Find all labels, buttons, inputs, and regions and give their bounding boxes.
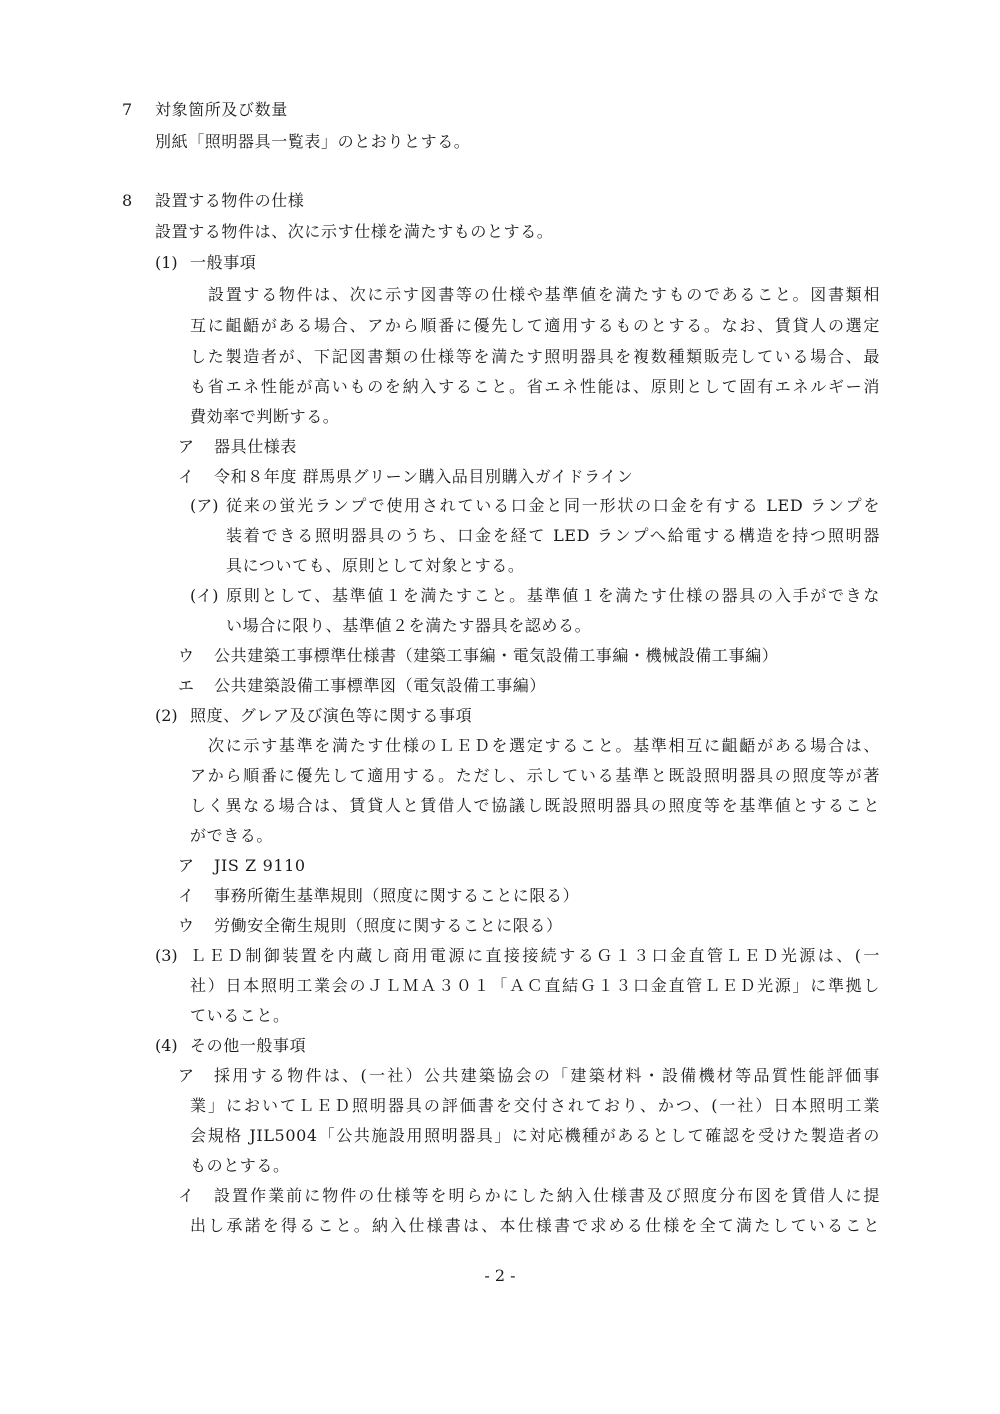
- item-2-a-marker: ア: [178, 856, 195, 875]
- item-1-e-marker: エ: [178, 676, 195, 695]
- item-1-i-sub-a-line-1: 従来の蛍光ランプで使用されている口金と同一形状の口金を有する LED ランプを: [226, 496, 880, 515]
- item-4-a-line-1: 採用する物件は、(一社）公共建築協会の「建築材料・設備機材等品質性能評価事: [214, 1066, 880, 1085]
- item-3-marker: (3): [155, 946, 178, 965]
- item-4-a-line-2: 業」においてＬＥＤ照明器具の評価書を交付されており、かつ、(一社）日本照明工業: [190, 1096, 880, 1115]
- item-1-a-marker: ア: [178, 437, 195, 456]
- page-number: - 2 -: [484, 1266, 516, 1285]
- section-8-intro: 設置する物件は、次に示す仕様を満たすものとする。: [155, 222, 554, 241]
- item-2-marker: (2): [155, 706, 178, 725]
- item-1-i-sub-a-marker: (ア): [190, 496, 219, 515]
- item-2-paragraph-line-4: ができる。: [190, 826, 274, 845]
- item-2-paragraph-line-3: しく異なる場合は、賃貸人と賃借人で協議し既設照明器具の照度等を基準値とすること: [190, 796, 880, 815]
- item-1-paragraph-line-3: した製造者が、下記図書類の仕様等を満たす照明器具を複数種類販売している場合、最: [190, 347, 880, 366]
- item-1-i-sub-i-line-1: 原則として、基準値１を満たすこと。基準値１を満たす仕様の器具の入手ができな: [226, 586, 880, 605]
- item-1-heading: 一般事項: [190, 253, 257, 272]
- section-8-heading: 設置する物件の仕様: [155, 191, 305, 210]
- item-4-a-line-3: 会規格 JIL5004「公共施設用照明器具」に対応機種があるとして確認を受けた製造者の: [190, 1126, 880, 1145]
- item-2-i-text: 事務所衛生基準規則（照度に関することに限る）: [214, 886, 580, 905]
- item-2-u-text: 労働安全衛生規則（照度に関することに限る）: [214, 916, 563, 935]
- item-1-a-text: 器具仕様表: [214, 437, 298, 456]
- item-1-marker: (1): [155, 253, 178, 272]
- item-1-i-sub-i-marker: (イ): [190, 586, 219, 605]
- item-2-u-marker: ウ: [178, 916, 195, 935]
- item-2-heading: 照度、グレア及び演色等に関する事項: [190, 706, 473, 725]
- item-1-i-text: 令和８年度 群馬県グリーン購入品目別購入ガイドライン: [214, 467, 634, 486]
- item-4-i-line-1: 設置作業前に物件の仕様等を明らかにした納入仕様書及び照度分布図を賃借人に提: [214, 1186, 880, 1205]
- item-4-heading: その他一般事項: [190, 1036, 307, 1055]
- item-4-i-line-2: 出し承諾を得ること。納入仕様書は、本仕様書で求める仕様を全て満たしていること: [190, 1216, 880, 1235]
- item-1-paragraph-line-1: 設置する物件は、次に示す図書等の仕様や基準値を満たすものであること。図書類相: [208, 285, 880, 304]
- item-3-line-3: ていること。: [190, 1006, 290, 1025]
- item-1-u-text: 公共建築工事標準仕様書（建築工事編・電気設備工事編・機械設備工事編）: [214, 646, 779, 665]
- item-2-a-text: JIS Z 9110: [214, 856, 306, 875]
- item-3-line-2: 社）日本照明工業会のＪＬＭＡ３０１「ＡＣ直結Ｇ１３口金直管ＬＥＤ光源」に準拠し: [190, 976, 880, 995]
- item-4-a-line-4: ものとする。: [190, 1156, 290, 1175]
- item-1-u-marker: ウ: [178, 646, 195, 665]
- item-2-i-marker: イ: [178, 886, 195, 905]
- item-2-paragraph-line-1: 次に示す基準を満たす仕様のＬＥＤを選定すること。基準相互に齟齬がある場合は、: [208, 736, 880, 755]
- item-1-i-marker: イ: [178, 467, 195, 486]
- item-1-e-text: 公共建築設備工事標準図（電気設備工事編）: [214, 676, 547, 695]
- item-1-paragraph-line-5: 費効率で判断する。: [190, 407, 340, 426]
- item-2-paragraph-line-2: アから順番に優先して適用する。ただし、示している基準と既設照明器具の照度等が著: [190, 766, 880, 785]
- section-7-number: 7: [122, 100, 133, 119]
- section-7-body: 別紙「照明器具一覧表」のとおりとする。: [155, 132, 471, 151]
- item-4-i-marker: イ: [178, 1186, 195, 1205]
- item-4-a-marker: ア: [178, 1066, 195, 1085]
- section-7-heading: 対象箇所及び数量: [155, 100, 288, 119]
- item-1-i-sub-a-line-2: 装着できる照明器具のうち、口金を経て LED ランプへ給電する構造を持つ照明器: [226, 526, 880, 545]
- section-8-number: 8: [122, 191, 133, 210]
- item-1-paragraph-line-2: 互に齟齬がある場合、アから順番に優先して適用するものとする。なお、賃貸人の選定: [190, 316, 880, 335]
- item-3-line-1: ＬＥＤ制御装置を内蔵し商用電源に直接接続するＧ１３口金直管ＬＥＤ光源は、(一: [190, 946, 880, 965]
- item-1-i-sub-i-line-2: い場合に限り、基準値２を満たす器具を認める。: [226, 616, 592, 635]
- item-4-marker: (4): [155, 1036, 178, 1055]
- item-1-paragraph-line-4: も省エネ性能が高いものを納入すること。省エネ性能は、原則として固有エネルギー消: [190, 377, 880, 396]
- item-1-i-sub-a-line-3: 具についても、原則として対象とする。: [226, 556, 525, 575]
